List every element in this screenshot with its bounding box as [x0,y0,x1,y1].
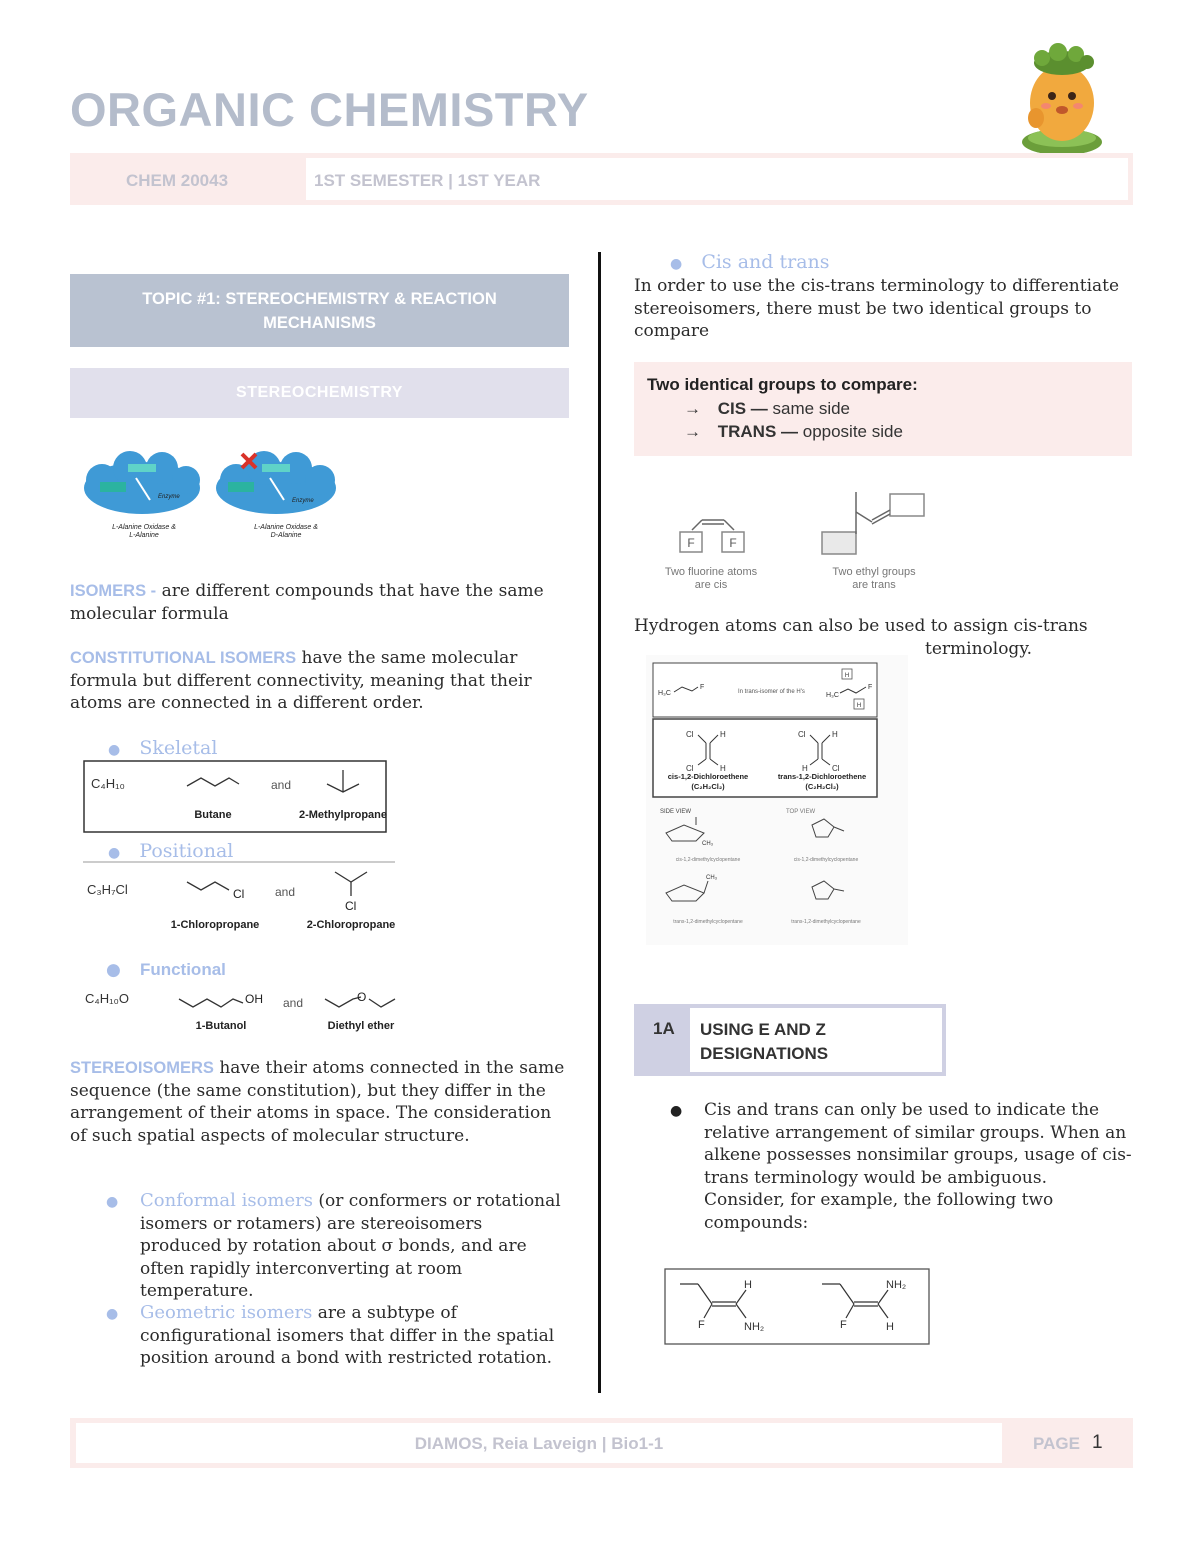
constitutional-definition: have the same molecular formula but different connectivity, meaning that their atoms are connected in a different order. [70,648,532,713]
trans-dimethyl-caption-2: trans-1,2-dimethylcyclopentane [791,919,861,925]
cis-cl-2: Cl [686,764,694,773]
isomers-definition: are different compounds that have the same molecular formula [70,581,544,624]
column-divider [598,252,601,1393]
trans-cl-2: Cl [832,764,840,773]
positional-label: Positional [139,840,234,862]
fluorine-atom-2: F [729,536,737,550]
top-view-label: TOP VIEW [786,809,816,815]
ch3-label-1: CH₃ [702,841,714,847]
geometric-paragraph [140,1302,565,1370]
enzyme-label-left: Enzyme [158,494,180,500]
cis-trans-paragraph: In order to use the cis-trans terminology to differentiate stereoisomers, there must be two identical groups to compare [634,276,1120,341]
trans-cl-1: Cl [798,730,806,739]
butanol-oh: OH [245,992,263,1006]
cis-cl-1: Cl [686,730,694,739]
enzyme-figure [80,450,350,545]
cis-dichloroethene-name: cis-1,2-Dichloroethene [667,772,749,781]
trans-item-keyword: TRANS — [717,422,799,441]
bullet-dot: ● [106,960,121,980]
functional-formula: C₄H₁₀O [85,991,129,1006]
course-code: CHEM 20043 [126,171,229,190]
fluorine-caption-1: Two fluorine atoms [664,566,758,578]
section-banner [70,368,569,418]
h-boxed-2: H [856,703,862,709]
geometric-bullet [106,1303,118,1322]
enzyme-caption-right-2: D-Alanine [270,532,302,539]
ez-f-2: F [840,1319,847,1331]
ch3-label-2: CH₃ [706,875,718,881]
semester-label: 1ST SEMESTER | 1ST YEAR [314,171,541,190]
page-label: PAGE [1033,1434,1080,1453]
ez-nh2-1: NH₂ [744,1321,765,1333]
isomers-keyword: ISOMERS - [70,582,157,600]
topic-title: TOPIC #1: STEREOCHEMISTRY & REACTION MECHANISMS [142,289,497,332]
chloropropane-cl-b: Cl [345,899,357,913]
functional-bullet [106,960,226,980]
positional-bullet [108,840,233,862]
conformal-bullet [106,1191,118,1210]
subsection-title-line-1: USING E AND Z [700,1020,826,1039]
footer-author: DIAMOS, Reia Laveign | Bio1-1 [414,1434,664,1453]
dichloro-top-label: In trans-isomer of the H's [738,689,805,695]
diethyl-ether-label: Diethyl ether [327,1020,395,1032]
isomers-paragraph [70,580,570,625]
trans-dichloroethene-formula: (C₂H₂Cl₂) [805,782,839,791]
cis-dichloroethene-formula: (C₂H₂Cl₂) [691,782,725,791]
cis-h-1: H [720,730,726,739]
butanol-label: 1-Butanol [195,1020,247,1032]
callout-title: Two identical groups to compare: [647,375,918,394]
bullet-dot: ● [106,1194,119,1210]
chloropropane-2-label: 2-Chloropropane [306,919,396,931]
trans-item [684,422,903,442]
skeletal-and: and [271,778,292,792]
stereoisomers-paragraph [70,1057,570,1147]
cis-item-keyword: CIS — [717,399,768,418]
ez-nh2-2: NH₂ [886,1279,907,1291]
bullet-dot: ● [106,1306,119,1322]
skeletal-figure [83,760,388,834]
geometric-definition: are a subtype of configurational isomers that differ in the spatial position around a bond with restricted rotation. [140,1303,555,1368]
chloropropane-cl-a: Cl [233,887,245,901]
trans-h-1: H [832,730,838,739]
conformal-keyword: Conformal isomers [140,1190,313,1211]
arrow-right-icon: → [684,399,701,418]
h3c-label-right: H₃C [826,692,839,699]
mascot-icon [1012,38,1112,156]
enzyme-caption-left-2: L-Alanine [129,532,159,539]
enzyme-label-right: Enzyme [292,498,314,504]
ethyl-caption-1: Two ethyl groups [832,566,916,578]
functional-label: Functional [139,960,226,979]
subsection-title [700,1018,828,1066]
fluorine-ethyl-figure [650,490,940,595]
document-title: ORGANIC CHEMISTRY [70,83,589,136]
stereoisomers-definition: have their atoms connected in the same sequence (the same constitution), but they differ in the arrangement of their atoms in space. The consideration of such spatial aspects of molecular structure. [70,1058,565,1146]
cis-trans-label: Cis and trans [701,251,830,273]
conformal-definition: (or conformers or rotational isomers or rotamers) are stereoisomers produced by rotation about σ bonds, and are often rapidly interconverting at room temperature. [140,1191,561,1301]
functional-figure [83,985,403,1037]
subsection-code: 1A [653,1019,675,1038]
skeletal-label: Skeletal [139,737,218,759]
subsection-title-line-2: DESIGNATIONS [700,1044,829,1063]
bullet-dot: ● [108,742,121,758]
constitutional-paragraph [70,647,570,715]
trans-dimethyl-caption-1: trans-1,2-dimethylcyclopentane [673,919,743,925]
ez-compounds-figure [664,1268,930,1345]
skeletal-formula: C₄H₁₀ [91,776,125,791]
geometric-keyword: Geometric isomers [140,1302,313,1323]
cis-trans-bullet [670,251,830,273]
cis-h-2: H [720,764,726,773]
positional-formula: C₃H₇Cl [87,882,128,897]
ethyl-caption-2: are trans [852,579,896,591]
stereoisomers-keyword: STEREOISOMERS [70,1059,214,1077]
trans-dichloroethene-name: trans-1,2-Dichloroethene [777,772,867,781]
cis-dimethyl-caption-2: cis-1,2-dimethylcyclopentane [793,857,859,863]
fluorine-atom-1: F [687,536,695,550]
side-view-label: SIDE VIEW [660,809,692,815]
h3c-label-left: H₃C [658,690,671,697]
dichloroethene-figure [646,655,908,945]
cis-item-text: same side [767,399,850,418]
section-title: STEREOCHEMISTRY [236,384,403,401]
ez-paragraph: Cis and trans can only be used to indicate the relative arrangement of similar groups. When an alkene possesses nonsimilar groups, usage of cis-trans terminology would be ambiguous. Consider, for example, the following two compounds: [704,1100,1132,1233]
f-label-right: F [868,684,873,691]
functional-and: and [283,996,304,1010]
hydrogen-line-2: terminology. [925,639,1033,659]
methylpropane-label: 2-Methylpropane [298,809,388,821]
ez-h-2: H [886,1321,894,1333]
butane-label: Butane [194,809,232,821]
f-label-left: F [700,684,705,691]
constitutional-keyword: CONSTITUTIONAL ISOMERS [70,649,297,667]
ez-f-1: F [698,1319,705,1331]
conformal-paragraph [140,1190,565,1303]
bullet-dot: ● [670,256,683,272]
ez-bullet [670,1100,682,1119]
page-number: 1 [1092,1432,1103,1453]
cis-dimethyl-caption-1: cis-1,2-dimethylcyclopentane [675,857,741,863]
bullet-dot: ● [108,845,121,861]
h-boxed-1: H [844,673,850,679]
positional-figure [83,860,398,936]
fluorine-caption-2: are cis [694,579,728,591]
chloropropane-1-label: 1-Chloropropane [170,919,260,931]
ether-o: O [357,990,367,1004]
skeletal-bullet [108,737,217,759]
bullet-dot: ● [670,1103,683,1119]
trans-item-text: opposite side [798,422,903,441]
ez-h-1: H [744,1279,752,1291]
trans-h-2: H [802,764,808,773]
positional-and: and [275,885,296,899]
arrow-right-icon: → [684,422,701,441]
topic-banner [70,274,569,347]
enzyme-caption-right-1: L-Alanine Oxidase & [254,524,318,531]
cis-item [684,399,850,419]
hydrogen-line-1: Hydrogen atoms can also be used to assign cis-trans [634,616,1088,636]
enzyme-caption-left-1: L-Alanine Oxidase & [112,524,176,531]
